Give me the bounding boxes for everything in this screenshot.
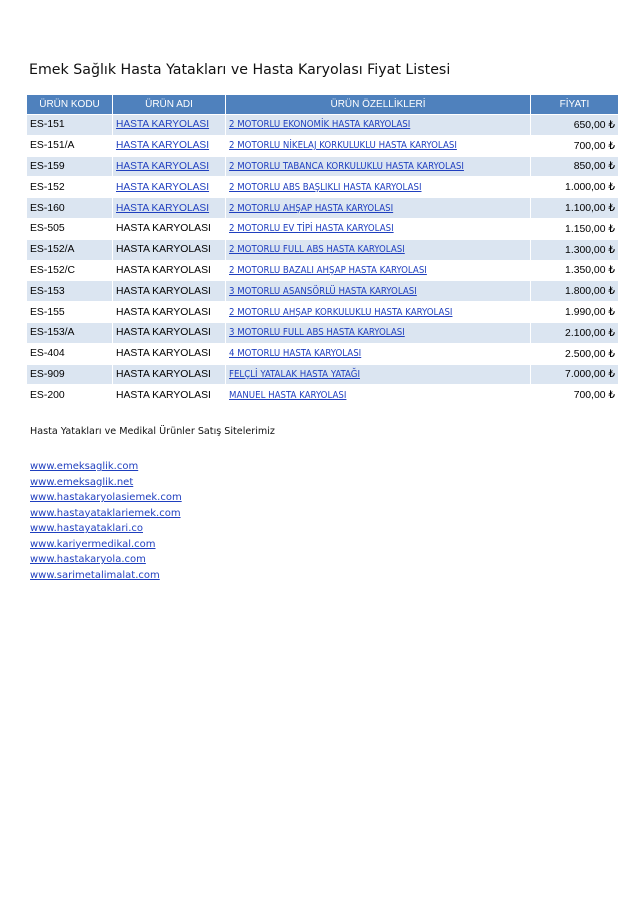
product-code: ES-505 [27,218,113,239]
list-item [30,490,182,506]
product-price: 1.800,00 ₺ [531,281,619,302]
header-price: FİYATI [531,95,619,115]
list-item [30,506,182,522]
product-features-cell [226,198,531,219]
product-price: 1.350,00 ₺ [531,260,619,281]
product-name: HASTA KARYOLASI [113,218,226,239]
product-features-cell [226,177,531,198]
price-table [26,94,619,406]
table-row [27,239,619,260]
site-link-list [30,459,182,583]
product-price: 1.000,00 ₺ [531,177,619,198]
list-item [30,475,182,491]
product-name: HASTA KARYOLASI [113,260,226,281]
list-item [30,537,182,553]
product-price: 2.500,00 ₺ [531,343,619,364]
header-name: ÜRÜN ADI [113,95,226,115]
product-name: HASTA KARYOLASI [113,343,226,364]
product-code: ES-153 [27,281,113,302]
product-features-link[interactable]: 2 MOTORLU NİKELAJ KORKULUKLU HASTA KARYOLASI [229,140,457,152]
product-features-cell [226,302,531,323]
product-features-link[interactable]: 3 MOTORLU FULL ABS HASTA KARYOLASI [229,327,405,339]
product-features-link[interactable]: 2 MOTORLU TABANCA KORKULUKLU HASTA KARYOLASI [229,160,464,172]
product-price: 700,00 ₺ [531,385,619,406]
table-row [27,281,619,302]
product-price: 1.100,00 ₺ [531,198,619,219]
product-price: 650,00 ₺ [531,115,619,136]
table-row [27,135,619,156]
product-name-cell [113,115,226,136]
product-name: HASTA KARYOLASI [113,302,226,323]
product-features-cell [226,260,531,281]
table-row [27,385,619,406]
product-name: HASTA KARYOLASI [113,322,226,343]
product-code: ES-159 [27,156,113,177]
product-price: 7.000,00 ₺ [531,364,619,385]
product-name: HASTA KARYOLASI [113,281,226,302]
table-row [27,115,619,136]
product-price: 1.300,00 ₺ [531,239,619,260]
document-title: Emek Sağlık Hasta Yatakları ve Hasta Karyolası Fiyat Listesi [29,62,451,78]
product-features-link[interactable]: 2 MOTORLU EKONOMİK HASTA KARYOLASI [229,119,411,131]
table-row [27,302,619,323]
site-link[interactable]: www.kariyermedikal.com [30,538,156,550]
product-code: ES-160 [27,198,113,219]
product-price: 1.990,00 ₺ [531,302,619,323]
product-name-link[interactable]: HASTA KARYOLASI [116,181,210,193]
product-name-link[interactable]: HASTA KARYOLASI [116,119,210,131]
product-features-link[interactable]: 2 MOTORLU FULL ABS HASTA KARYOLASI [229,244,405,256]
product-code: ES-200 [27,385,113,406]
site-link[interactable]: www.hastakaryola.com [30,554,146,565]
product-features-link[interactable]: 2 MOTORLU EV TİPİ HASTA KARYOLASI [229,223,394,235]
product-code: ES-151 [27,115,113,136]
product-features-cell [226,364,531,385]
table-row [27,322,619,343]
product-features-cell [226,239,531,260]
product-name: HASTA KARYOLASI [113,239,226,260]
product-code: ES-404 [27,343,113,364]
product-price: 1.150,00 ₺ [531,218,619,239]
product-features-cell [226,343,531,364]
product-features-link[interactable]: MANUEL HASTA KARYOLASI [229,389,347,401]
table-row [27,198,619,219]
product-features-link[interactable]: 2 MOTORLU ABS BAŞLIKLI HASTA KARYOLASI [229,181,422,193]
product-name-link[interactable]: HASTA KARYOLASI [116,160,210,172]
product-name-link[interactable]: HASTA KARYOLASI [116,202,210,214]
product-code: ES-153/A [27,322,113,343]
table-row [27,177,619,198]
site-link[interactable]: www.emeksaglik.com [30,461,139,472]
product-code: ES-152 [27,177,113,198]
table-row [27,364,619,385]
site-link[interactable]: www.sarimetalimalat.com [30,569,160,581]
product-features-link[interactable]: 2 MOTORLU BAZALI AHŞAP HASTA KARYOLASI [229,264,427,276]
product-features-link[interactable]: 2 MOTORLU AHŞAP HASTA KARYOLASI [229,202,394,214]
product-name-cell [113,135,226,156]
list-item [30,521,182,537]
product-price: 850,00 ₺ [531,156,619,177]
site-link[interactable]: www.hastakaryolasiemek.com [30,492,182,503]
product-features-link[interactable]: 3 MOTORLU ASANSÖRLÜ HASTA KARYOLASI [229,285,417,297]
product-features-cell [226,322,531,343]
site-link[interactable]: www.hastayataklari.co [30,523,143,534]
header-features: ÜRÜN ÖZELLİKLERİ [226,95,531,115]
table-row [27,156,619,177]
list-item [30,459,182,475]
product-price: 700,00 ₺ [531,135,619,156]
product-code: ES-152/C [27,260,113,281]
product-code: ES-155 [27,302,113,323]
sites-heading: Hasta Yatakları ve Medikal Ürünler Satış Sitelerimiz [30,426,275,437]
product-features-cell [226,135,531,156]
table-header-row [27,95,619,115]
product-code: ES-151/A [27,135,113,156]
product-features-link[interactable]: 2 MOTORLU AHŞAP KORKULUKLU HASTA KARYOLASI [229,306,453,318]
table-row [27,260,619,281]
site-link[interactable]: www.emeksaglik.net [30,476,134,488]
product-features-link[interactable]: FELÇLİ YATALAK HASTA YATAĞI [229,368,360,380]
product-name-cell [113,156,226,177]
site-link[interactable]: www.hastayataklariemek.com [30,507,181,519]
product-name: HASTA KARYOLASI [113,364,226,385]
product-features-cell [226,218,531,239]
product-features-cell [226,281,531,302]
product-features-link[interactable]: 4 MOTORLU HASTA KARYOLASI [229,348,362,360]
table-row [27,218,619,239]
product-name: HASTA KARYOLASI [113,385,226,406]
product-name-link[interactable]: HASTA KARYOLASI [116,140,210,152]
table-row [27,343,619,364]
product-code: ES-152/A [27,239,113,260]
product-name-cell [113,177,226,198]
list-item [30,568,182,584]
product-price: 2.100,00 ₺ [531,322,619,343]
product-name-cell [113,198,226,219]
product-features-cell [226,385,531,406]
product-code: ES-909 [27,364,113,385]
header-code: ÜRÜN KODU [27,95,113,115]
product-features-cell [226,156,531,177]
list-item [30,552,182,568]
product-features-cell [226,115,531,136]
